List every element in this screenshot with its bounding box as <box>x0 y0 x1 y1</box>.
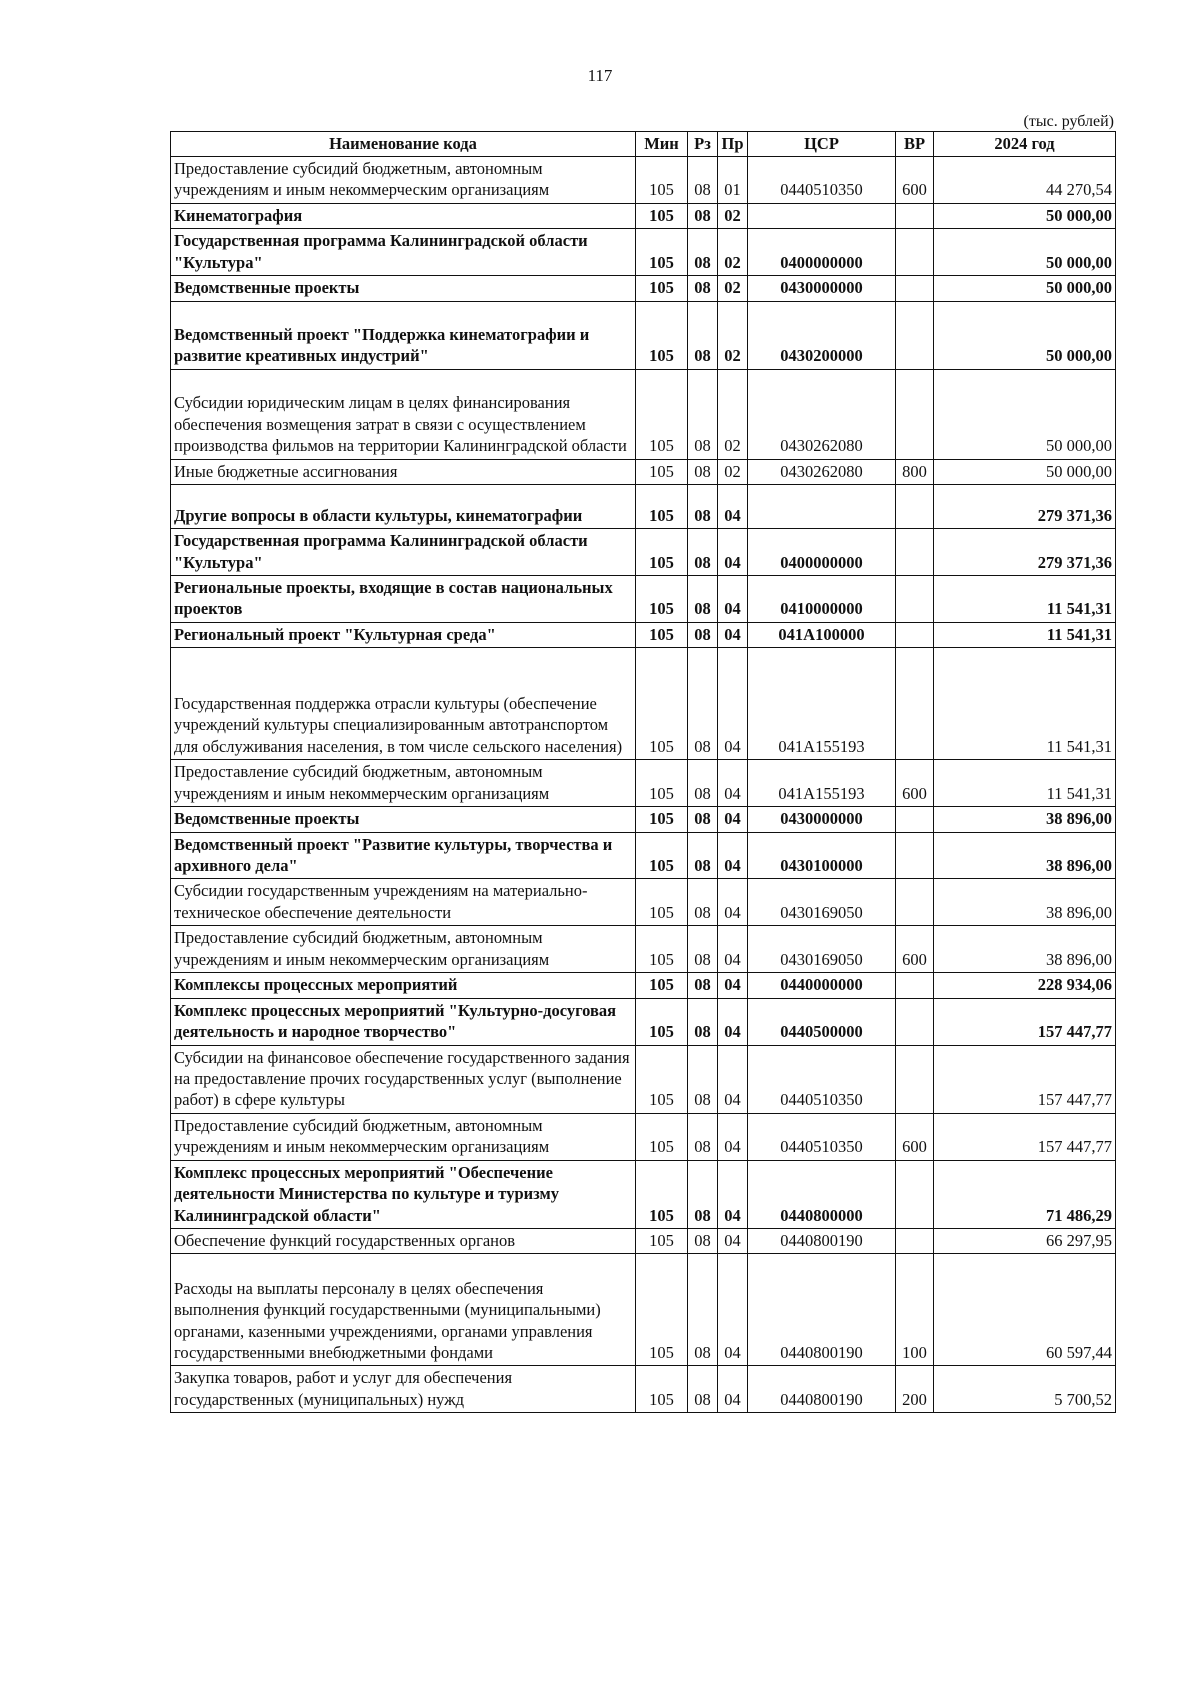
row-csr <box>748 485 896 529</box>
row-csr: 0430262080 <box>748 369 896 459</box>
row-rz: 08 <box>688 369 718 459</box>
table-row <box>171 459 1116 484</box>
row-csr: 0440510350 <box>748 1045 896 1113</box>
row-name: Иные бюджетные ассигнования <box>171 459 636 484</box>
table-row <box>171 575 1116 622</box>
row-name: Региональные проекты, входящие в состав национальных проектов <box>171 575 636 622</box>
row-name: Предоставление субсидий бюджетным, автономным учреждениям и иным некоммерческим организациям <box>171 926 636 973</box>
row-rz: 08 <box>688 203 718 228</box>
row-amount: 50 000,00 <box>934 276 1116 301</box>
row-csr: 0400000000 <box>748 229 896 276</box>
row-pr: 02 <box>718 229 748 276</box>
table-row <box>171 1229 1116 1254</box>
table-row <box>171 1366 1116 1413</box>
table-row <box>171 622 1116 647</box>
row-pr: 04 <box>718 622 748 647</box>
row-min: 105 <box>636 276 688 301</box>
row-name: Кинематография <box>171 203 636 228</box>
row-csr: 0430169050 <box>748 879 896 926</box>
row-name: Комплекс процессных мероприятий "Обеспечение деятельности Министерства по культуре и туризму Калининградской области" <box>171 1160 636 1228</box>
row-pr: 02 <box>718 276 748 301</box>
row-min: 105 <box>636 1045 688 1113</box>
table-row <box>171 276 1116 301</box>
row-amount: 279 371,36 <box>934 485 1116 529</box>
table-row <box>171 1254 1116 1366</box>
row-name: Другие вопросы в области культуры, кинематографии <box>171 485 636 529</box>
row-rz: 08 <box>688 807 718 832</box>
row-rz: 08 <box>688 229 718 276</box>
row-vr <box>896 1229 934 1254</box>
row-amount: 157 447,77 <box>934 1113 1116 1160</box>
row-rz: 08 <box>688 1113 718 1160</box>
row-rz: 08 <box>688 648 718 760</box>
row-csr: 0430200000 <box>748 301 896 369</box>
row-csr: 0410000000 <box>748 575 896 622</box>
row-name: Предоставление субсидий бюджетным, автономным учреждениям и иным некоммерческим организациям <box>171 157 636 204</box>
row-amount: 50 000,00 <box>934 203 1116 228</box>
table-row <box>171 301 1116 369</box>
row-min: 105 <box>636 832 688 879</box>
row-name: Комплексы процессных мероприятий <box>171 973 636 998</box>
row-vr: 600 <box>896 1113 934 1160</box>
row-vr <box>896 485 934 529</box>
row-vr <box>896 973 934 998</box>
row-amount: 50 000,00 <box>934 301 1116 369</box>
row-csr: 041A100000 <box>748 622 896 647</box>
row-amount: 60 597,44 <box>934 1254 1116 1366</box>
row-pr: 02 <box>718 301 748 369</box>
row-rz: 08 <box>688 926 718 973</box>
table-row <box>171 1113 1116 1160</box>
header-vr: ВР <box>896 132 934 157</box>
row-amount: 44 270,54 <box>934 157 1116 204</box>
row-amount: 11 541,31 <box>934 575 1116 622</box>
row-rz: 08 <box>688 157 718 204</box>
row-min: 105 <box>636 575 688 622</box>
row-rz: 08 <box>688 832 718 879</box>
row-pr: 02 <box>718 459 748 484</box>
row-csr: 041A155193 <box>748 648 896 760</box>
row-min: 105 <box>636 973 688 998</box>
row-csr: 0440000000 <box>748 973 896 998</box>
row-csr: 0430169050 <box>748 926 896 973</box>
row-pr: 04 <box>718 1160 748 1228</box>
row-pr: 04 <box>718 1366 748 1413</box>
row-csr: 0430000000 <box>748 276 896 301</box>
row-csr: 0400000000 <box>748 529 896 576</box>
row-pr: 04 <box>718 807 748 832</box>
row-name: Субсидии государственным учреждениям на материально-техническое обеспечение деятельности <box>171 879 636 926</box>
row-vr: 600 <box>896 926 934 973</box>
row-amount: 66 297,95 <box>934 1229 1116 1254</box>
row-rz: 08 <box>688 622 718 647</box>
row-min: 105 <box>636 301 688 369</box>
row-pr: 04 <box>718 575 748 622</box>
row-amount: 11 541,31 <box>934 648 1116 760</box>
row-pr: 04 <box>718 998 748 1045</box>
row-vr <box>896 529 934 576</box>
row-pr: 01 <box>718 157 748 204</box>
row-csr: 0440800190 <box>748 1254 896 1366</box>
row-amount: 11 541,31 <box>934 622 1116 647</box>
row-vr <box>896 229 934 276</box>
row-min: 105 <box>636 1366 688 1413</box>
row-csr: 0440800190 <box>748 1366 896 1413</box>
row-pr: 02 <box>718 203 748 228</box>
row-name: Субсидии юридическим лицам в целях финансирования обеспечения возмещения затрат в связи с осуществлением производства фильмов на территории Калининградской области <box>171 369 636 459</box>
row-rz: 08 <box>688 879 718 926</box>
row-min: 105 <box>636 529 688 576</box>
table-row <box>171 879 1116 926</box>
row-amount: 50 000,00 <box>934 459 1116 484</box>
row-min: 105 <box>636 622 688 647</box>
row-min: 105 <box>636 1160 688 1228</box>
row-rz: 08 <box>688 760 718 807</box>
row-rz: 08 <box>688 973 718 998</box>
row-name: Комплекс процессных мероприятий "Культурно-досуговая деятельность и народное творчество" <box>171 998 636 1045</box>
row-rz: 08 <box>688 529 718 576</box>
table-row <box>171 760 1116 807</box>
row-min: 105 <box>636 648 688 760</box>
row-min: 105 <box>636 369 688 459</box>
row-name: Предоставление субсидий бюджетным, автономным учреждениям и иным некоммерческим организациям <box>171 760 636 807</box>
row-vr <box>896 807 934 832</box>
row-rz: 08 <box>688 1045 718 1113</box>
row-pr: 04 <box>718 1229 748 1254</box>
row-pr: 04 <box>718 926 748 973</box>
row-name: Ведомственный проект "Поддержка кинематографии и развитие креативных индустрий" <box>171 301 636 369</box>
row-min: 105 <box>636 879 688 926</box>
table-row <box>171 529 1116 576</box>
budget-table <box>170 131 1116 1413</box>
row-pr: 04 <box>718 1254 748 1366</box>
row-min: 105 <box>636 1254 688 1366</box>
row-rz: 08 <box>688 1160 718 1228</box>
table-row <box>171 832 1116 879</box>
row-min: 105 <box>636 998 688 1045</box>
row-pr: 04 <box>718 1113 748 1160</box>
table-row <box>171 648 1116 760</box>
row-amount: 38 896,00 <box>934 926 1116 973</box>
row-name: Закупка товаров, работ и услуг для обеспечения государственных (муниципальных) нужд <box>171 1366 636 1413</box>
row-vr <box>896 301 934 369</box>
row-rz: 08 <box>688 301 718 369</box>
table-row <box>171 203 1116 228</box>
row-pr: 04 <box>718 1045 748 1113</box>
row-amount: 50 000,00 <box>934 369 1116 459</box>
row-name: Государственная поддержка отрасли культуры (обеспечение учреждений культуры специализированным автотранспортом для обслуживания населения, в том числе сельского населения) <box>171 648 636 760</box>
row-vr <box>896 622 934 647</box>
row-amount: 50 000,00 <box>934 229 1116 276</box>
row-rz: 08 <box>688 575 718 622</box>
table-header <box>171 132 1116 157</box>
row-csr: 0440800000 <box>748 1160 896 1228</box>
row-min: 105 <box>636 807 688 832</box>
row-min: 105 <box>636 459 688 484</box>
row-rz: 08 <box>688 459 718 484</box>
row-csr: 0440510350 <box>748 157 896 204</box>
row-min: 105 <box>636 1229 688 1254</box>
table-row <box>171 807 1116 832</box>
row-min: 105 <box>636 1113 688 1160</box>
row-csr <box>748 203 896 228</box>
row-pr: 04 <box>718 973 748 998</box>
row-vr <box>896 998 934 1045</box>
row-name: Ведомственные проекты <box>171 807 636 832</box>
table-row <box>171 1160 1116 1228</box>
row-csr: 0430000000 <box>748 807 896 832</box>
table-row <box>171 998 1116 1045</box>
row-name: Обеспечение функций государственных органов <box>171 1229 636 1254</box>
row-vr <box>896 1160 934 1228</box>
row-vr: 200 <box>896 1366 934 1413</box>
row-amount: 157 447,77 <box>934 1045 1116 1113</box>
row-vr: 600 <box>896 760 934 807</box>
row-min: 105 <box>636 203 688 228</box>
row-pr: 04 <box>718 648 748 760</box>
row-rz: 08 <box>688 485 718 529</box>
row-pr: 04 <box>718 760 748 807</box>
row-csr: 0440500000 <box>748 998 896 1045</box>
row-name: Государственная программа Калининградской области "Культура" <box>171 529 636 576</box>
row-rz: 08 <box>688 276 718 301</box>
row-pr: 04 <box>718 529 748 576</box>
row-pr: 04 <box>718 879 748 926</box>
row-rz: 08 <box>688 1254 718 1366</box>
row-pr: 04 <box>718 485 748 529</box>
row-vr: 800 <box>896 459 934 484</box>
row-name: Предоставление субсидий бюджетным, автономным учреждениям и иным некоммерческим организациям <box>171 1113 636 1160</box>
row-vr <box>896 879 934 926</box>
row-min: 105 <box>636 760 688 807</box>
row-min: 105 <box>636 229 688 276</box>
row-vr: 100 <box>896 1254 934 1366</box>
row-amount: 228 934,06 <box>934 973 1116 998</box>
row-amount: 38 896,00 <box>934 807 1116 832</box>
row-pr: 02 <box>718 369 748 459</box>
row-min: 105 <box>636 485 688 529</box>
table-row <box>171 926 1116 973</box>
row-vr <box>896 648 934 760</box>
table-row <box>171 369 1116 459</box>
row-csr: 0430262080 <box>748 459 896 484</box>
header-year: 2024 год <box>934 132 1116 157</box>
page-number: 117 <box>587 66 613 85</box>
row-amount: 38 896,00 <box>934 832 1116 879</box>
row-name: Ведомственный проект "Развитие культуры, творчества и архивного дела" <box>171 832 636 879</box>
row-csr: 0440800190 <box>748 1229 896 1254</box>
row-csr: 0430100000 <box>748 832 896 879</box>
row-amount: 5 700,52 <box>934 1366 1116 1413</box>
row-amount: 38 896,00 <box>934 879 1116 926</box>
table-row <box>171 973 1116 998</box>
row-name: Расходы на выплаты персоналу в целях обеспечения выполнения функций государственными (муниципальными) органами, казенными учреждениями, органами управления государственными внебюджетными фондами <box>171 1254 636 1366</box>
header-min: Мин <box>636 132 688 157</box>
row-vr <box>896 369 934 459</box>
row-vr <box>896 832 934 879</box>
row-amount: 11 541,31 <box>934 760 1116 807</box>
row-pr: 04 <box>718 832 748 879</box>
table-row <box>171 1045 1116 1113</box>
row-rz: 08 <box>688 998 718 1045</box>
header-name: Наименование кода <box>171 132 636 157</box>
row-min: 105 <box>636 157 688 204</box>
header-csr: ЦСР <box>748 132 896 157</box>
row-amount: 279 371,36 <box>934 529 1116 576</box>
header-rz: Рз <box>688 132 718 157</box>
row-vr <box>896 575 934 622</box>
row-vr: 600 <box>896 157 934 204</box>
row-name: Ведомственные проекты <box>171 276 636 301</box>
row-csr: 0440510350 <box>748 1113 896 1160</box>
row-name: Государственная программа Калининградской области "Культура" <box>171 229 636 276</box>
table-row <box>171 157 1116 204</box>
row-csr: 041A155193 <box>748 760 896 807</box>
row-vr <box>896 1045 934 1113</box>
row-vr <box>896 276 934 301</box>
row-name: Региональный проект "Культурная среда" <box>171 622 636 647</box>
header-pr: Пр <box>718 132 748 157</box>
row-rz: 08 <box>688 1229 718 1254</box>
units-label: (тыс. рублей) <box>1023 113 1114 130</box>
table-row <box>171 229 1116 276</box>
table-row <box>171 485 1116 529</box>
row-vr <box>896 203 934 228</box>
row-min: 105 <box>636 926 688 973</box>
row-amount: 71 486,29 <box>934 1160 1116 1228</box>
row-rz: 08 <box>688 1366 718 1413</box>
row-amount: 157 447,77 <box>934 998 1116 1045</box>
row-name: Субсидии на финансовое обеспечение государственного задания на предоставление прочих государственных услуг (выполнение работ) в сфере культуры <box>171 1045 636 1113</box>
